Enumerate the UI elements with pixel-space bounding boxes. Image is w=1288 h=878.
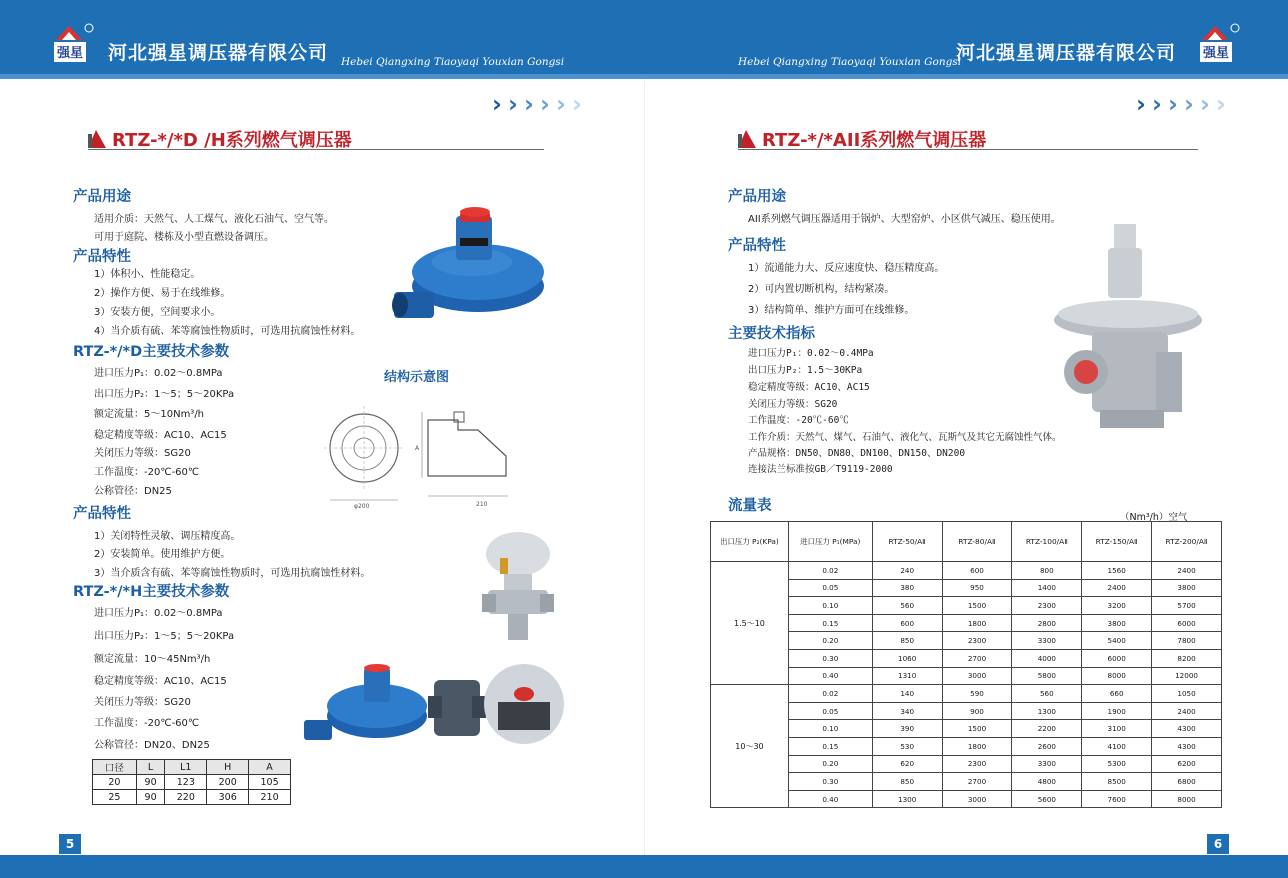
table-cell: 0.15 — [788, 614, 872, 632]
table-cell: 4100 — [1082, 737, 1152, 755]
features2-heading: 产品特性 — [73, 506, 131, 522]
table-group-cell: 1.5～10 — [711, 562, 789, 685]
table-cell: 0.05 — [788, 579, 872, 597]
feature-item: 2）安装简单。使用维护方便。 — [94, 549, 231, 560]
flow-table-unit: （Nm³/h）空气 — [1120, 512, 1188, 523]
specs-heading: 主要技术指标 — [728, 326, 815, 342]
table-header-cell: 口径 — [93, 760, 137, 775]
left-section-title: RTZ-*/*D /H系列燃气调压器 — [88, 124, 544, 150]
feature-item: 1）关闭特性灵敏、调压精度高。 — [94, 531, 241, 542]
table-cell: 1500 — [942, 597, 1012, 615]
feature-item: 1）体积小、性能稳定。 — [94, 269, 201, 280]
usage-heading: 产品用途 — [728, 189, 786, 205]
table-cell: 1310 — [872, 667, 942, 685]
chevron-arrows-left: › › › › › › — [492, 90, 582, 118]
table-header-row — [711, 522, 1222, 562]
table-cell: 0.20 — [788, 632, 872, 650]
table-cell: 620 — [872, 755, 942, 773]
feature-item: 2）操作方便、易于在线维修。 — [94, 288, 231, 299]
table-cell: 3300 — [1012, 755, 1082, 773]
table-row — [93, 775, 291, 790]
table-cell: 105 — [249, 775, 291, 790]
page-spine — [644, 79, 645, 855]
spec-item: 工作温度：-20℃-60℃ — [748, 415, 849, 426]
table-cell: 3000 — [942, 667, 1012, 685]
table-cell: 1050 — [1152, 685, 1222, 703]
table-cell: 0.40 — [788, 667, 872, 685]
table-cell: 8200 — [1152, 649, 1222, 667]
table-cell: 1560 — [1082, 562, 1152, 580]
table-cell: 2400 — [1152, 562, 1222, 580]
table-cell: 1300 — [1012, 702, 1082, 720]
page-number-left: 5 — [59, 834, 81, 854]
company-name-en: Hebei Qiangxing Tiaoyaqi Youxian Gongsi — [341, 56, 565, 68]
table-cell: 220 — [165, 790, 207, 805]
table-cell: 850 — [872, 632, 942, 650]
features-heading: 产品特性 — [73, 249, 131, 265]
table-cell: 2200 — [1012, 720, 1082, 738]
table-cell: 4800 — [1012, 773, 1082, 791]
table-header-row — [93, 760, 291, 775]
table-cell: 2700 — [942, 773, 1012, 791]
table-cell: 0.02 — [788, 562, 872, 580]
table-cell: 6200 — [1152, 755, 1222, 773]
table-cell: 8000 — [1082, 667, 1152, 685]
param-item: 关闭压力等级：SG20 — [94, 448, 191, 459]
table-cell: 25 — [93, 790, 137, 805]
table-cell: 560 — [872, 597, 942, 615]
table-cell: 900 — [942, 702, 1012, 720]
param-item: 工作温度：-20℃-60℃ — [94, 467, 200, 478]
table-cell: 200 — [207, 775, 249, 790]
regulator-h-photos-group — [302, 660, 564, 755]
diagram-title: 结构示意图 — [384, 370, 450, 385]
table-header-cell: RTZ-80/AⅡ — [942, 522, 1012, 562]
feature-item: 1）流通能力大、反应速度快、稳压精度高。 — [748, 263, 945, 274]
table-header-cell: RTZ-150/AⅡ — [1082, 522, 1152, 562]
table-cell: 7600 — [1082, 790, 1152, 808]
table-header-cell: RTZ-200/AⅡ — [1152, 522, 1222, 562]
table-cell: 240 — [872, 562, 942, 580]
table-cell: 0.10 — [788, 720, 872, 738]
page-number-right: 6 — [1207, 834, 1229, 854]
company-logo — [52, 22, 94, 66]
features-heading: 产品特性 — [728, 238, 786, 254]
param-item: 进口压力P₁：0.02～0.8MPa — [94, 368, 223, 379]
table-cell: 5700 — [1152, 597, 1222, 615]
table-cell: 6800 — [1152, 773, 1222, 791]
spec-item: 进口压力P₁：0.02～0.4MPa — [748, 348, 874, 359]
table-cell: 6000 — [1082, 649, 1152, 667]
table-cell: 2400 — [1152, 702, 1222, 720]
table-cell: 306 — [207, 790, 249, 805]
title-marker-icon — [88, 130, 106, 148]
table-cell: 3300 — [1012, 632, 1082, 650]
table-cell: 0.30 — [788, 649, 872, 667]
table-header-cell: L1 — [165, 760, 207, 775]
svg-text:210: 210 — [476, 501, 488, 508]
chevron-arrows-right: › › › › › › — [1136, 90, 1226, 118]
table-cell: 5800 — [1012, 667, 1082, 685]
table-cell: 5600 — [1012, 790, 1082, 808]
table-cell: 2800 — [1012, 614, 1082, 632]
table-cell: 12000 — [1152, 667, 1222, 685]
table-cell: 7800 — [1152, 632, 1222, 650]
table-cell: 600 — [942, 562, 1012, 580]
regulator-d-photo — [390, 200, 550, 328]
flow-table — [710, 521, 1222, 808]
table-cell: 0.02 — [788, 685, 872, 703]
company-name-cn: 河北强星调压器有限公司 — [108, 42, 329, 64]
table-cell: 560 — [1012, 685, 1082, 703]
table-row — [711, 562, 1222, 580]
table-header-cell: H — [207, 760, 249, 775]
regulator-aii-photo — [1052, 222, 1204, 430]
table-cell: 210 — [249, 790, 291, 805]
spec-item: 稳定精度等级：AC10、AC15 — [748, 382, 870, 393]
flow-table-title: 流量表 — [728, 498, 772, 514]
param-item: 进口压力P₁：0.02～0.8MPa — [94, 608, 223, 619]
table-cell: 850 — [872, 773, 942, 791]
table-cell: 8500 — [1082, 773, 1152, 791]
table-cell: 3000 — [942, 790, 1012, 808]
table-cell: 2600 — [1012, 737, 1082, 755]
table-cell: 123 — [165, 775, 207, 790]
table-cell: 390 — [872, 720, 942, 738]
table-cell: 0.20 — [788, 755, 872, 773]
table-cell: 20 — [93, 775, 137, 790]
table-cell: 5400 — [1082, 632, 1152, 650]
feature-item: 3）当介质含有硫、苯等腐蚀性物质时，可选用抗腐蚀性材料。 — [94, 568, 371, 579]
table-header-cell: RTZ-50/AⅡ — [872, 522, 942, 562]
company-name-en-right: Hebei Qiangxing Tiaoyaqi Youxian Gongsi — [738, 56, 962, 68]
company-name-cn-right: 河北强星调压器有限公司 — [956, 42, 1177, 64]
table-cell: 3100 — [1082, 720, 1152, 738]
table-cell: 140 — [872, 685, 942, 703]
table-header-cell: L — [136, 760, 165, 775]
param-item: 出口压力P₂：1～5；5～20KPa — [94, 631, 235, 642]
table-cell: 950 — [942, 579, 1012, 597]
table-cell: 1500 — [942, 720, 1012, 738]
table-row — [711, 685, 1222, 703]
table-cell: 800 — [1012, 562, 1082, 580]
table-cell: 0.15 — [788, 737, 872, 755]
table-cell: 340 — [872, 702, 942, 720]
param-item: 额定流量：10～45Nm³/h — [94, 654, 211, 665]
spec-item: 关闭压力等级：SG20 — [748, 399, 838, 410]
table-cell: 3200 — [1082, 597, 1152, 615]
usage-heading: 产品用途 — [73, 189, 131, 205]
table-cell: 1900 — [1082, 702, 1152, 720]
param-item: 公称管径：DN20、DN25 — [94, 740, 210, 751]
table-cell: 5300 — [1082, 755, 1152, 773]
table-group-cell: 10～30 — [711, 685, 789, 808]
table-cell: 0.10 — [788, 597, 872, 615]
table-cell: 2700 — [942, 649, 1012, 667]
table-cell: 1300 — [872, 790, 942, 808]
feature-item: 3）安装方便，空间要求小。 — [94, 307, 221, 318]
table-cell: 1400 — [1012, 579, 1082, 597]
table-cell: 1800 — [942, 614, 1012, 632]
svg-text:A: A — [415, 445, 420, 452]
table-cell: 4300 — [1152, 737, 1222, 755]
table-cell: 6000 — [1152, 614, 1222, 632]
table-cell: 2300 — [942, 755, 1012, 773]
table-cell: 0.40 — [788, 790, 872, 808]
d-params-heading: RTZ-*/*D主要技术参数 — [73, 344, 230, 360]
table-cell: 3800 — [1082, 614, 1152, 632]
right-section-title: RTZ-*/*AII系列燃气调压器 — [738, 124, 1198, 150]
dimension-table — [92, 759, 291, 805]
param-item: 工作温度：-20℃-60℃ — [94, 718, 200, 729]
table-header-cell: A — [249, 760, 291, 775]
table-cell: 4000 — [1012, 649, 1082, 667]
table-header-cell: 进口压力 P₁(MPa) — [788, 522, 872, 562]
param-item: 稳定精度等级：AC10、AC15 — [94, 430, 227, 441]
usage-line: AII系列燃气调压器适用于锅炉、大型窑炉、小区供气减压、稳压使用。 — [748, 214, 1061, 225]
svg-text:φ200: φ200 — [354, 503, 370, 510]
usage-line: 适用介质：天然气、人工煤气、液化石油气、空气等。 — [94, 214, 334, 225]
title-marker-icon — [738, 130, 756, 148]
footer-bar — [0, 855, 1288, 878]
table-cell: 380 — [872, 579, 942, 597]
param-item: 公称管径：DN25 — [94, 486, 172, 497]
table-cell: 1800 — [942, 737, 1012, 755]
table-cell: 2400 — [1082, 579, 1152, 597]
spec-item: 工作介质：天然气、煤气、石油气、液化气、瓦斯气及其它无腐蚀性气体。 — [748, 432, 1062, 443]
table-cell: 1060 — [872, 649, 942, 667]
table-cell: 90 — [136, 775, 165, 790]
param-item: 稳定精度等级：AC10、AC15 — [94, 676, 227, 687]
feature-item: 2）可内置切断机构，结构紧凑。 — [748, 284, 895, 295]
table-cell: 590 — [942, 685, 1012, 703]
table-cell: 660 — [1082, 685, 1152, 703]
svg-text:强星: 强星 — [56, 46, 84, 61]
feature-item: 3）结构简单、维护方面可在线维修。 — [748, 305, 915, 316]
table-header-cell: 出口压力 P₂(KPa) — [711, 522, 789, 562]
table-row — [93, 790, 291, 805]
table-cell: 3800 — [1152, 579, 1222, 597]
usage-line: 可用于庭院、楼栋及小型直燃设备调压。 — [94, 232, 274, 243]
spec-item: 出口压力P₂：1.5～30KPa — [748, 365, 863, 376]
table-cell: 600 — [872, 614, 942, 632]
structure-diagram — [318, 392, 518, 514]
table-cell: 0.30 — [788, 773, 872, 791]
table-cell: 2300 — [942, 632, 1012, 650]
table-cell: 4300 — [1152, 720, 1222, 738]
spec-item: 连接法兰标准按GB／T9119-2000 — [748, 464, 893, 475]
h-params-heading: RTZ-*/*H主要技术参数 — [73, 584, 230, 600]
param-item: 出口压力P₂：1～5；5～20KPa — [94, 389, 235, 400]
regulator-h-photo — [478, 528, 558, 650]
param-item: 额定流量：5～10Nm³/h — [94, 409, 205, 420]
table-cell: 8000 — [1152, 790, 1222, 808]
company-logo-right — [1198, 22, 1240, 66]
table-cell: 530 — [872, 737, 942, 755]
param-item: 关闭压力等级：SG20 — [94, 697, 191, 708]
table-cell: 90 — [136, 790, 165, 805]
spec-item: 产品规格：DN50、DN80、DN100、DN150、DN200 — [748, 448, 966, 459]
table-header-cell: RTZ-100/AⅡ — [1012, 522, 1082, 562]
svg-text:强星: 强星 — [1202, 46, 1230, 61]
table-cell: 0.05 — [788, 702, 872, 720]
table-cell: 2300 — [1012, 597, 1082, 615]
feature-item: 4）当介质有硫、苯等腐蚀性物质时，可选用抗腐蚀性材料。 — [94, 326, 361, 337]
